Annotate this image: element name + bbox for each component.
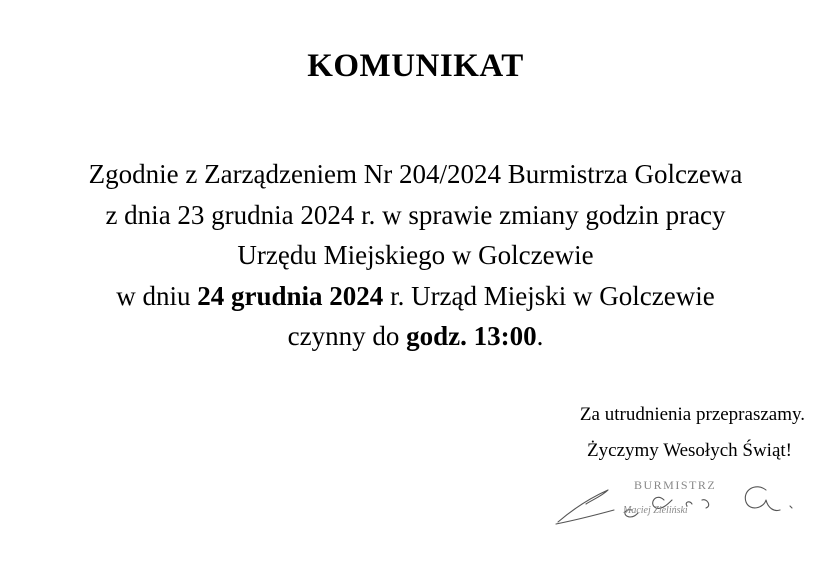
holiday-wishes-line: Życzymy Wesołych Świąt! bbox=[587, 440, 792, 461]
announcement-paragraph bbox=[0, 154, 831, 357]
highlighted-hour: godz. 13:00 bbox=[406, 321, 537, 351]
paragraph-line-3: Urzędu Miejskiego w Golczewie bbox=[237, 240, 594, 270]
stamp-title: BURMISTRZ bbox=[634, 478, 717, 492]
paragraph-line-5-prefix: czynny do bbox=[287, 321, 407, 351]
paragraph-line-4 bbox=[0, 276, 831, 317]
highlighted-date: 24 grudnia 2024 bbox=[197, 280, 384, 311]
paragraph-line-5 bbox=[0, 316, 831, 357]
apology-line: Za utrudnienia przepraszamy. bbox=[579, 404, 805, 425]
document-title: KOMUNIKAT bbox=[307, 48, 524, 84]
stamp-name: Maciej Zieliński bbox=[623, 505, 688, 516]
paragraph-line-4-suffix: r. Urząd Miejski w Golczewie bbox=[383, 280, 715, 311]
paragraph-line-1: Zgodnie z Zarządzeniem Nr 204/2024 Burmistrza Golczewa bbox=[88, 159, 743, 189]
paragraph-line-5-suffix: . bbox=[536, 321, 544, 351]
paragraph-line-4-prefix: w dniu bbox=[116, 280, 198, 311]
paragraph-line-2: z dnia 23 grudnia 2024 r. w sprawie zmiany godzin pracy bbox=[105, 199, 726, 230]
